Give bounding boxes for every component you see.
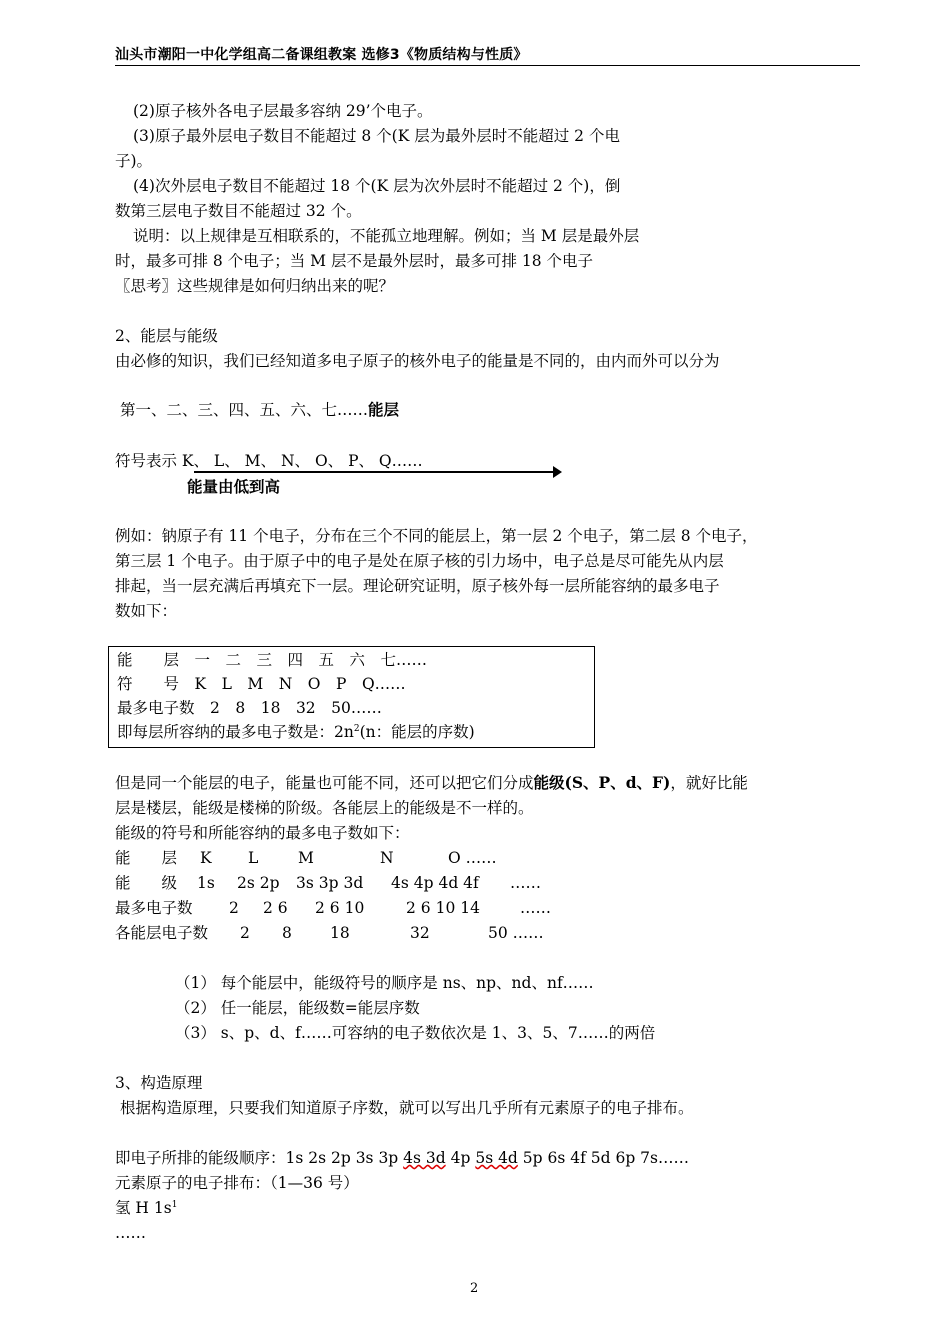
grid-cell: K bbox=[200, 849, 212, 867]
grid-cell: …… bbox=[510, 874, 541, 892]
grid-cell: L bbox=[248, 849, 259, 867]
section2-heading: 2、能层与能级 bbox=[115, 327, 218, 345]
grid-cell: 2 6 bbox=[263, 899, 288, 917]
energy-label: 能量由低到高 bbox=[187, 477, 281, 496]
rule-3-line2: 子)。 bbox=[115, 152, 153, 170]
page-number: 2 bbox=[470, 1281, 479, 1296]
config-title: 元素原子的电子排布：（1—36 号） bbox=[115, 1174, 359, 1192]
grid-sublevel-label: 能 级 bbox=[115, 874, 178, 892]
grid-cell: 2 6 10 14 bbox=[406, 899, 480, 917]
example-line3: 排起，当一层充满后再填充下一层。理论研究证明，原子核外每一层所能容纳的最多电子 bbox=[115, 577, 720, 595]
grid-cell: N bbox=[380, 849, 394, 867]
example-line4: 数如下： bbox=[115, 602, 178, 620]
grid-cell: O …… bbox=[448, 849, 497, 867]
layers-line: 第一、二、三、四、五、六、七……能层 bbox=[120, 400, 400, 419]
grid-cell: 50 …… bbox=[488, 924, 544, 942]
note-line1: 说明：以上规律是互相联系的，不能孤立地理解。例如；当 M 层是最外层 bbox=[133, 227, 640, 245]
grid-total-label: 各能层电子数 bbox=[115, 924, 209, 942]
point-3: （3） s、p、d、f……可容纳的电子数依次是 1、3、5、7……的两倍 bbox=[175, 1024, 656, 1042]
header-rule bbox=[115, 65, 860, 66]
grid-cell: 2s 2p bbox=[237, 874, 280, 892]
grid-layer-label: 能 层 bbox=[115, 849, 178, 867]
grid-cell: 32 bbox=[410, 924, 430, 942]
energy-arrow bbox=[194, 471, 560, 473]
section3-intro: 根据构造原理，只要我们知道原子序数，就可以写出几乎所有元素原子的电子排布。 bbox=[120, 1099, 694, 1117]
grid-cell: …… bbox=[520, 899, 551, 917]
grid-cell: 2 bbox=[240, 924, 250, 942]
point-2: （2） 任一能层，能级数=能层序数 bbox=[175, 999, 420, 1017]
table-row-formula: 即每层所容纳的最多电子数是：$2n^2(n$：能层的序数) bbox=[117, 723, 475, 741]
grid-cell: 2 bbox=[229, 899, 239, 917]
example-line1: 例如：钠原子有 11 个电子，分布在三个不同的能层上，第一层 2 个电子，第二层 8 个电子， bbox=[115, 527, 758, 545]
grid-cell: 18 bbox=[330, 924, 350, 942]
grid-cell: 1s bbox=[197, 874, 215, 892]
sublevel-line1: 但是同一个能层的电子，能量也可能不同，还可以把它们分成能级(S、P、d、F)，就好比能 bbox=[115, 773, 748, 792]
grid-cell: 2 6 10 bbox=[315, 899, 365, 917]
grid-max-label: 最多电子数 bbox=[115, 899, 193, 917]
symbols-line: 符号表示 K、 L、 M、 N、 O、 P、 Q…… bbox=[115, 452, 423, 470]
section2-intro: 由必修的知识，我们已经知道多电子原子的核外电子的能量是不同的，由内而外可以分为 bbox=[115, 352, 720, 370]
think-question: 〖思考〗这些规律是如何归纳出来的呢？ bbox=[115, 277, 395, 295]
note-line2: 时，最多可排 8 个电子；当 M 层不是最外层时，最多可排 18 个电子 bbox=[115, 252, 594, 270]
hydrogen-config: 氢 H $1s^1$ bbox=[115, 1199, 178, 1217]
aufbau-order: 即电子所排的能级顺序：1s 2s 2p 3s 3p 4s 3d 4p 5s 4d 5p 6s 4f 5d 6p 7s…… bbox=[115, 1149, 690, 1167]
grid-cell: 8 bbox=[282, 924, 292, 942]
rule-4-line1: (4)次外层电子数目不能超过 18 个(K 层为次外层时不能超过 2 个)，倒 bbox=[133, 177, 621, 195]
sublevel-line2: 层是楼层，能级是楼梯的阶级。各能层上的能级是不一样的。 bbox=[115, 799, 534, 817]
grid-cell: M bbox=[298, 849, 314, 867]
table-row-max: 最多电子数 2 8 18 32 50…… bbox=[117, 699, 382, 717]
ellipsis: …… bbox=[115, 1224, 146, 1242]
capacity-table-box bbox=[108, 646, 595, 748]
grid-cell: 3s 3p 3d bbox=[296, 874, 364, 892]
section3-heading: 3、构造原理 bbox=[115, 1074, 203, 1092]
example-line2: 第三层 1 个电子。由于原子中的电子是处在原子核的引力场中，电子总是尽可能先从内层 bbox=[115, 552, 724, 570]
rule-4-line2: 数第三层电子数目不能超过 32 个。 bbox=[115, 202, 362, 220]
table-row-layers: 能 层 一 二 三 四 五 六 七…… bbox=[117, 651, 428, 669]
point-1: （1） 每个能层中，能级符号的顺序是 ns、np、nd、nf…… bbox=[175, 974, 594, 992]
table-row-symbols: 符 号 K L M N O P Q…… bbox=[117, 675, 406, 693]
grid-cell: 4s 4p 4d 4f bbox=[391, 874, 479, 892]
rule-2: (2)原子核外各电子层最多容纳 29’个电子。 bbox=[133, 102, 433, 120]
sublevel-line3: 能级的符号和所能容纳的最多电子数如下： bbox=[115, 824, 410, 842]
page-header: 汕头市潮阳一中化学组高二备课组教案 选修3《物质结构与性质》 bbox=[115, 47, 528, 63]
rule-3-line1: (3)原子最外层电子数目不能超过 8 个(K 层为最外层时不能超过 2 个电 bbox=[133, 127, 620, 145]
